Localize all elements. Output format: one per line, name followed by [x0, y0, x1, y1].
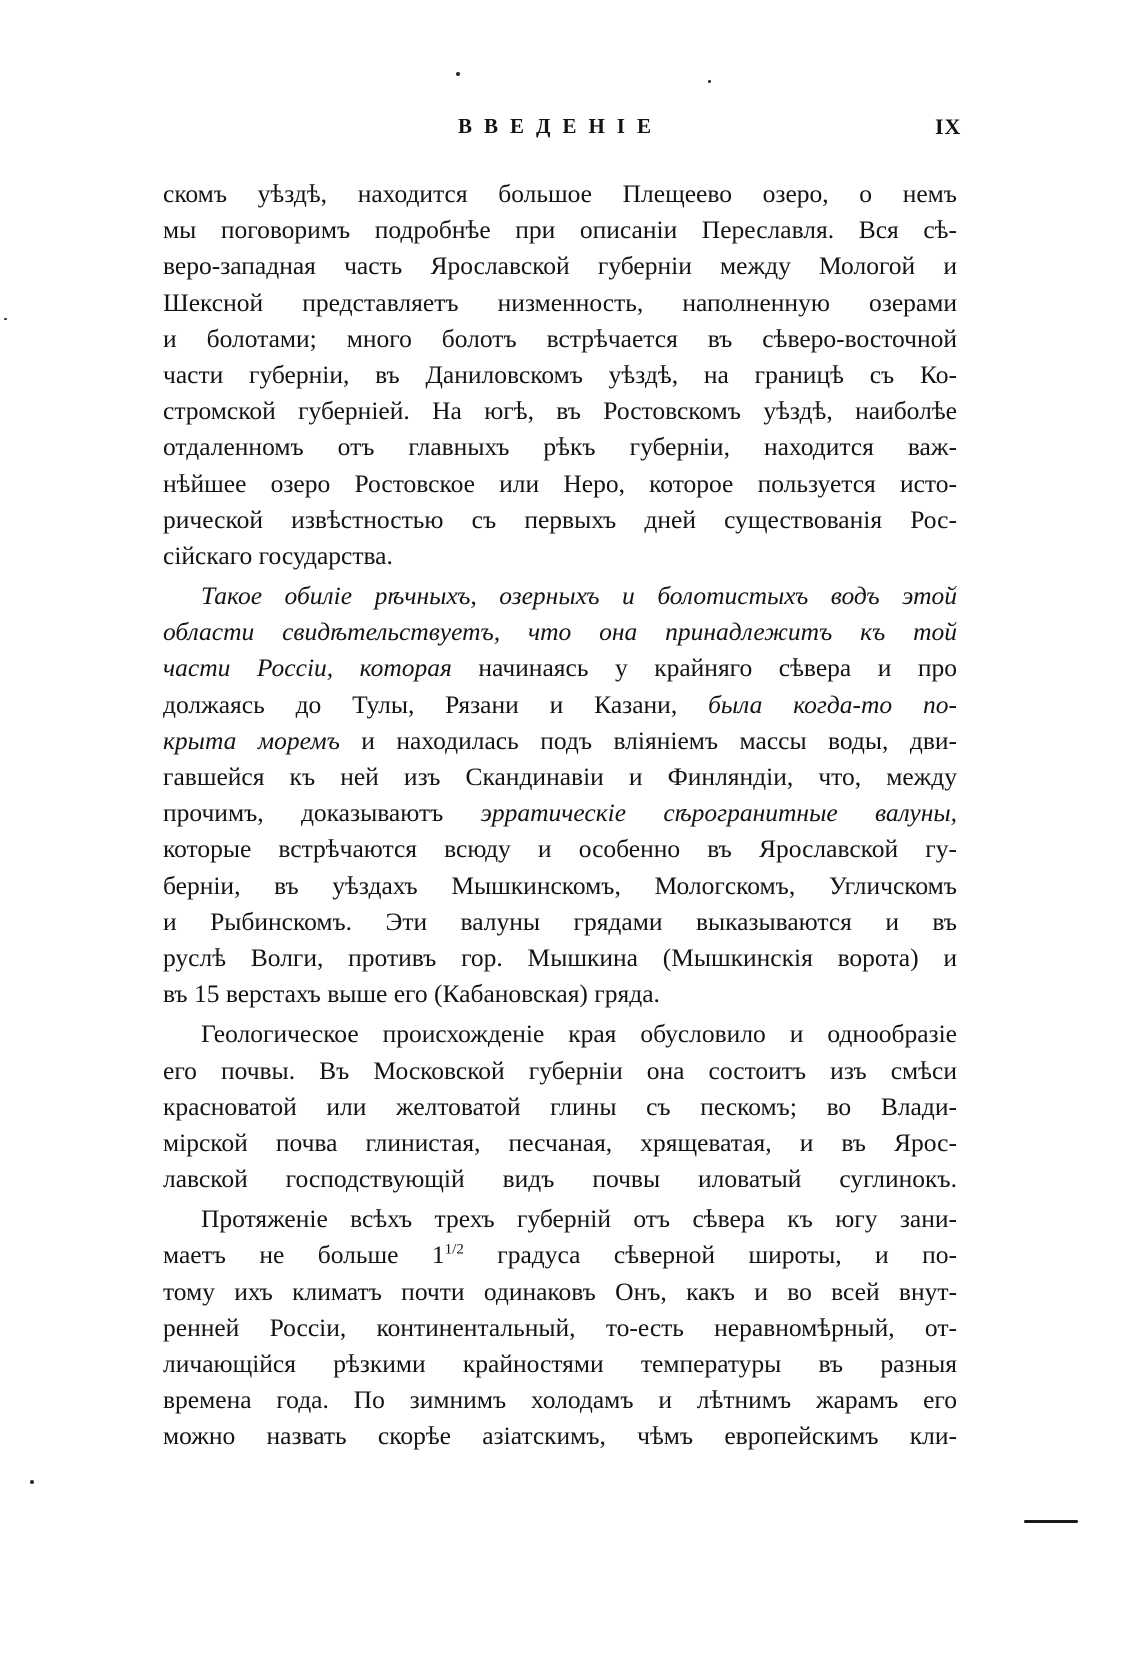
paragraph [163, 578, 957, 1012]
text-line: рической извѣстностью съ первыхъ дней существованія Рос- [163, 504, 957, 534]
scan-speck [456, 72, 460, 76]
text-line: въ 15 верстахъ выше его (Кабановская) гряда. [163, 979, 660, 1009]
text-line: скомъ уѣздѣ, находится большое Плещеево озеро, о немъ [163, 179, 957, 208]
plain-text: и находилась подъ вліяніемъ массы воды, дви- [339, 725, 957, 755]
plain-text: начинаясь у крайняго сѣвера и про [451, 653, 957, 683]
italic-text: Такое обиліе рѣчныхъ, озерныхъ и болотистыхъ водъ этой [201, 581, 957, 611]
body-text [163, 176, 957, 1455]
text-line [163, 650, 957, 686]
text-line: времена года. По зимнимъ холодамъ и лѣтнимъ жарамъ его [163, 1385, 957, 1415]
text-line: нѣйшее озеро Ростовское или Неро, которое пользуется исто- [163, 468, 957, 498]
italic-text: была когда-то по- [708, 689, 957, 719]
paragraph [163, 1201, 957, 1454]
text-line [163, 1237, 957, 1273]
text-line: части губерніи, въ Даниловскомъ уѣздѣ, на границѣ съ Ко- [163, 359, 957, 389]
text-line: можно назвать скорѣе азіатскимъ, чѣмъ европейскимъ кли- [163, 1421, 957, 1451]
text-line: и болотами; много болотъ встрѣчается въ сѣверо-восточной [163, 323, 957, 353]
italic-text: части Россіи, которая [163, 653, 452, 683]
page-number: IX [935, 114, 962, 139]
text-line [163, 1016, 957, 1052]
text-line: тому ихъ климатъ почти одинаковъ Онъ, какъ и во всей внут- [163, 1276, 957, 1306]
italic-text: крыта моремъ [163, 725, 340, 755]
plain-text: Протяженіе всѣхъ трехъ губерній отъ сѣвера къ югу зани- [201, 1204, 957, 1234]
text-line: ренней Россіи, континентальный, то-есть неравномѣрный, от- [163, 1312, 957, 1342]
paragraph [163, 176, 957, 574]
text-line: личающійся рѣзкими крайностями температуры въ разныя [163, 1349, 957, 1378]
text-line: которые встрѣчаются всюду и особенно въ Ярославской гу- [163, 834, 957, 864]
text-line: веро-западная часть Ярославской губерніи между Мологой и [163, 251, 957, 281]
text-line: области свидѣтельствуетъ, что она принадлежитъ къ той [163, 617, 957, 647]
paragraph [163, 1016, 957, 1197]
scan-speck [4, 318, 7, 320]
scan-speck [30, 1480, 34, 1484]
page-header [0, 114, 1140, 144]
text-line: отдаленномъ отъ главныхъ рѣкъ губерніи, находится важ- [163, 432, 957, 462]
scan-speck [708, 80, 711, 83]
text-line: мірской почва глинистая, песчаная, хрящеватая, и въ Ярос- [163, 1127, 957, 1157]
text-line: руслѣ Волги, противъ гор. Мышкина (Мышкинскія ворота) и [163, 942, 957, 972]
text-line: мы поговоримъ подробнѣе при описаніи Переславля. Вся сѣ- [163, 215, 957, 245]
text-line: сійскаго государства. [163, 540, 393, 570]
text-line: лавской господствующій видъ почвы иловатый суглинокъ. [163, 1164, 957, 1194]
text-line: берніи, въ уѣздахъ Мышкинскомъ, Мологскомъ, Угличскомъ [163, 870, 957, 900]
text-line: и Рыбинскомъ. Эти валуны грядами выказываются и въ [163, 906, 957, 936]
text-line [163, 795, 957, 831]
text-line [163, 687, 957, 723]
plain-text: прочимъ, доказываютъ [163, 798, 481, 828]
edge-rule [1024, 1520, 1078, 1523]
plain-text: Геологическое происхожденіе края обусловило и однообразіе [201, 1019, 957, 1049]
running-head: ВВЕДЕНІЕ [458, 114, 663, 138]
plain-text: должаясь до Тулы, Рязани и Казани, [163, 689, 709, 719]
text-line [163, 723, 957, 759]
text-line: его почвы. Въ Московской губерніи она состоитъ изъ смѣси [163, 1055, 957, 1085]
fraction: 1/2 [444, 1241, 464, 1258]
text-line: красноватой или желтоватой глины съ пескомъ; во Влади- [163, 1091, 957, 1121]
plain-text: маетъ не больше 1 [163, 1240, 445, 1270]
text-line: гавшейся къ ней изъ Скандинавіи и Финляндіи, что, между [163, 762, 957, 791]
text-line [163, 1201, 957, 1237]
plain-text: градуса сѣверной широты, и по- [463, 1240, 957, 1270]
text-line [163, 578, 957, 614]
italic-text: эрратическіе сѣрогранитные валуны, [480, 798, 957, 828]
text-line: стромской губерніей. На югѣ, въ Ростовскомъ уѣздѣ, наиболѣе [163, 396, 957, 426]
text-line: Шексной представляетъ низменность, наполненную озерами [163, 287, 957, 317]
